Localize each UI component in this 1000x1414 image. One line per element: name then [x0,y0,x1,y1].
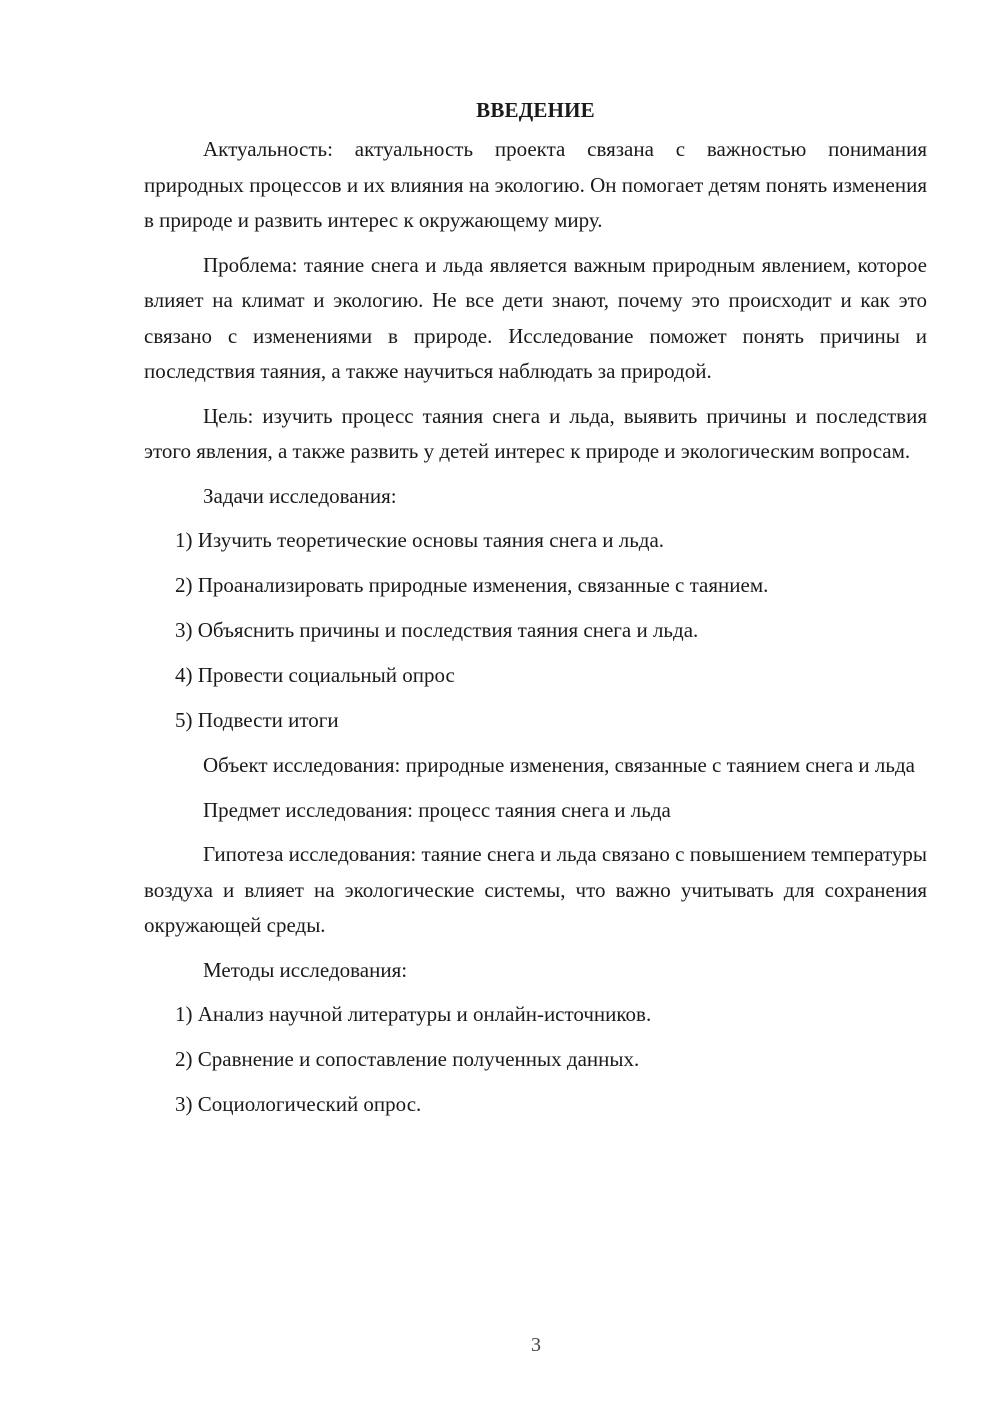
list-item: 1) Анализ научной литературы и онлайн-источников. [175,1002,652,1026]
relevance-paragraph: Актуальность: актуальность проекта связана с важностью понимания природных процессов и их влияния на экологию. Он помогает детям понять изменения в природе и развить интерес к окружающему миру. [144,137,927,232]
hypothesis-paragraph: Гипотеза исследования: таяние снега и льда связано с повышением температуры воздуха и влияет на экологические системы, что важно учитывать для сохранения окружающей среды. [144,842,927,937]
tasks-list [144,523,927,739]
methods-label: Методы исследования: [203,957,408,982]
problem-paragraph: Проблема: таяние снега и льда является важным природным явлением, которое влияет на климат и экологию. Не все дети знают, почему это происходит и как это связано с изменениями в природе. Исследование поможет понять причины и последствия таяния, а также научиться наблюдать за природой. [144,252,927,383]
tasks-label: Задачи исследования: [203,483,397,508]
list-item: 2) Сравнение и сопоставление полученных данных. [175,1047,640,1071]
list-item: 1) Изучить теоретические основы таяния снега и льда. [175,528,665,552]
page-number: 3 [531,1334,541,1356]
methods-list [144,997,927,1123]
list-item: 2) Проанализировать природные изменения, связанные с таянием. [175,573,769,597]
list-item: 3) Объяснить причины и последствия таяния снега и льда. [175,618,699,642]
document-page [144,96,927,1132]
list-item: 4) Провести социальный опрос [175,663,455,687]
list-item: 5) Подвести итоги [175,708,339,732]
goal-paragraph: Цель: изучить процесс таяния снега и льда, выявить причины и последствия этого явления, а также развить у детей интерес к природе и экологическим вопросам. [144,403,927,463]
subject-paragraph: Предмет исследования: процесс таяния снега и льда [203,797,671,822]
list-item: 3) Социологический опрос. [175,1092,422,1116]
object-paragraph: Объект исследования: природные изменения, связанные с таянием снега и льда [203,753,915,777]
page-title: ВВЕДЕНИЕ [476,98,595,122]
